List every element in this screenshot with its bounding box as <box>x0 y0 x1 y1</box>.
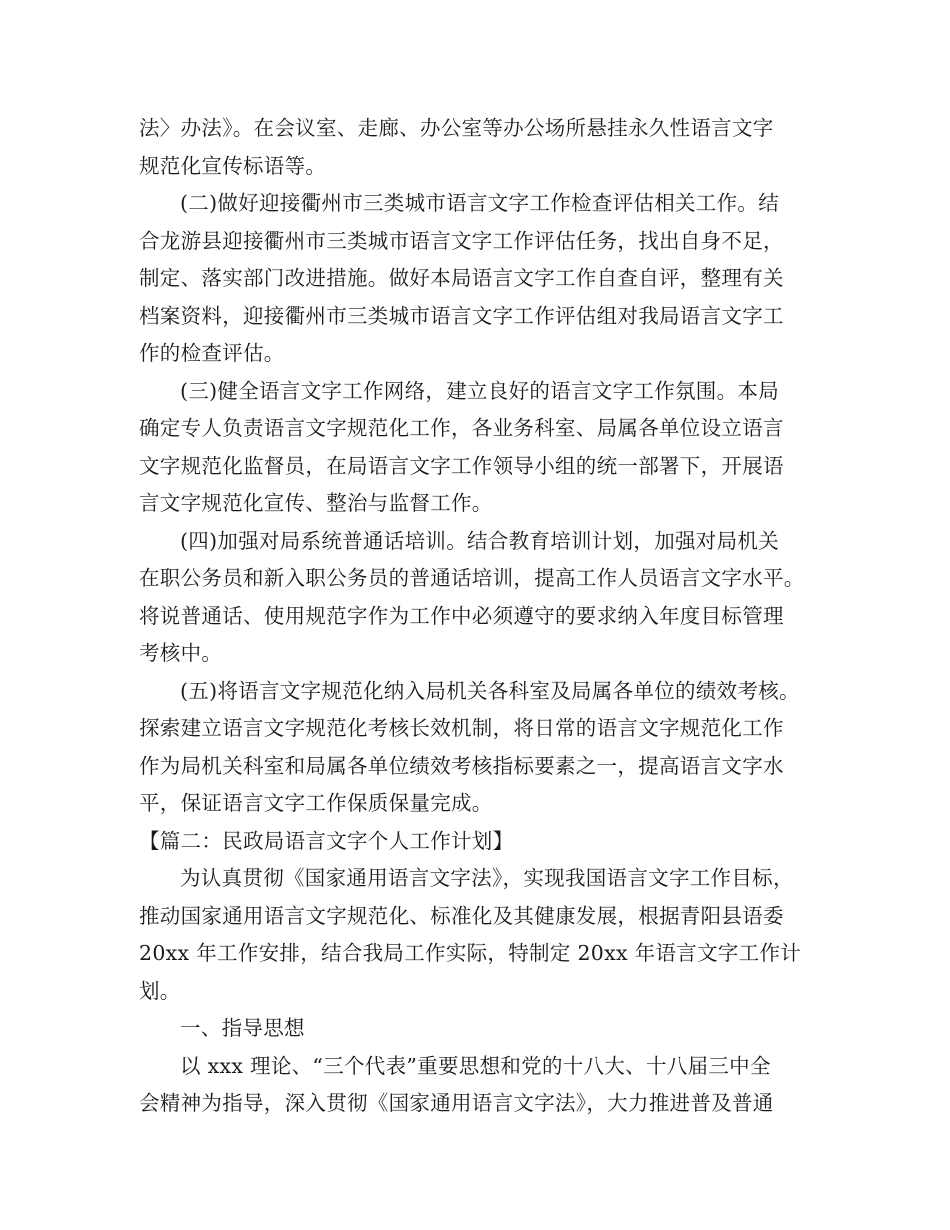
text-line: 探索建立语言文字规范化考核长效机制，将日常的语言文字规范化工作 <box>139 716 784 740</box>
text-line: 会精神为指导，深入贯彻《国家通用语言文字法》，大力推进普及普通 <box>139 1091 774 1115</box>
document-body <box>139 110 839 1123</box>
subsection-heading: 一、指导思想 <box>180 1016 305 1040</box>
text-line: 作的检查评估。 <box>139 341 285 365</box>
text-line: (四)加强对局系统普通话培训。结合教育培训计划，加强对局机关 <box>180 528 779 553</box>
text-line: (五)将语言文字规范化纳入局机关各科室及局属各单位的绩效考核。 <box>180 678 800 703</box>
text-line: 言文字规范化宣传、整治与监督工作。 <box>139 491 493 515</box>
text-line: 20xx 年工作安排，结合我局工作实际，特制定 20xx 年语言文字工作计 <box>139 941 802 965</box>
text-line: 划。 <box>139 978 181 1003</box>
text-line: 确定专人负责语言文字规范化工作，各业务科室、局属各单位设立语言 <box>139 416 784 440</box>
text-line: 为认真贯彻《国家通用语言文字法》，实现我国语言文字工作目标， <box>180 866 794 890</box>
text-line: 推动国家通用语言文字规范化、标准化及其健康发展，根据青阳县语委 <box>139 903 784 928</box>
text-line: 作为局机关科室和局属各单位绩效考核指标要素之一，提高语言文字水 <box>139 753 784 778</box>
text-line: 在职公务员和新入职公务员的普通话培训，提高工作人员语言文字水平。 <box>139 566 805 590</box>
text-line: 考核中。 <box>139 641 223 665</box>
text-line: (三)健全语言文字工作网络，建立良好的语言文字工作氛围。本局 <box>180 378 779 403</box>
text-line: 平，保证语言文字工作保质保量完成。 <box>139 791 493 815</box>
text-line: 规范化宣传标语等。 <box>139 153 327 178</box>
text-line: 档案资料，迎接衢州市三类城市语言文字工作评估组对我局语言文字工 <box>139 303 784 328</box>
text-line: 以 xxx 理论、“三个代表”重要思想和党的十八大、十八届三中全 <box>180 1053 771 1078</box>
text-line: 合龙游县迎接衢州市三类城市语言文字工作评估任务，找出自身不足， <box>139 228 784 253</box>
section-heading: 【篇二：民政局语言文字个人工作计划】 <box>139 828 514 853</box>
text-line: 将说普通话、使用规范字作为工作中必须遵守的要求纳入年度目标管理 <box>139 603 784 628</box>
text-line: (二)做好迎接衢州市三类城市语言文字工作检查评估相关工作。结 <box>180 191 779 215</box>
text-line: 制定、落实部门改进措施。做好本局语言文字工作自查自评，整理有关 <box>139 266 784 290</box>
text-line: 法〉办法》。在会议室、走廊、办公室等办公场所悬挂永久性语言文字 <box>139 116 774 140</box>
text-line: 文字规范化监督员，在局语言文字工作领导小组的统一部署下，开展语 <box>139 453 784 478</box>
